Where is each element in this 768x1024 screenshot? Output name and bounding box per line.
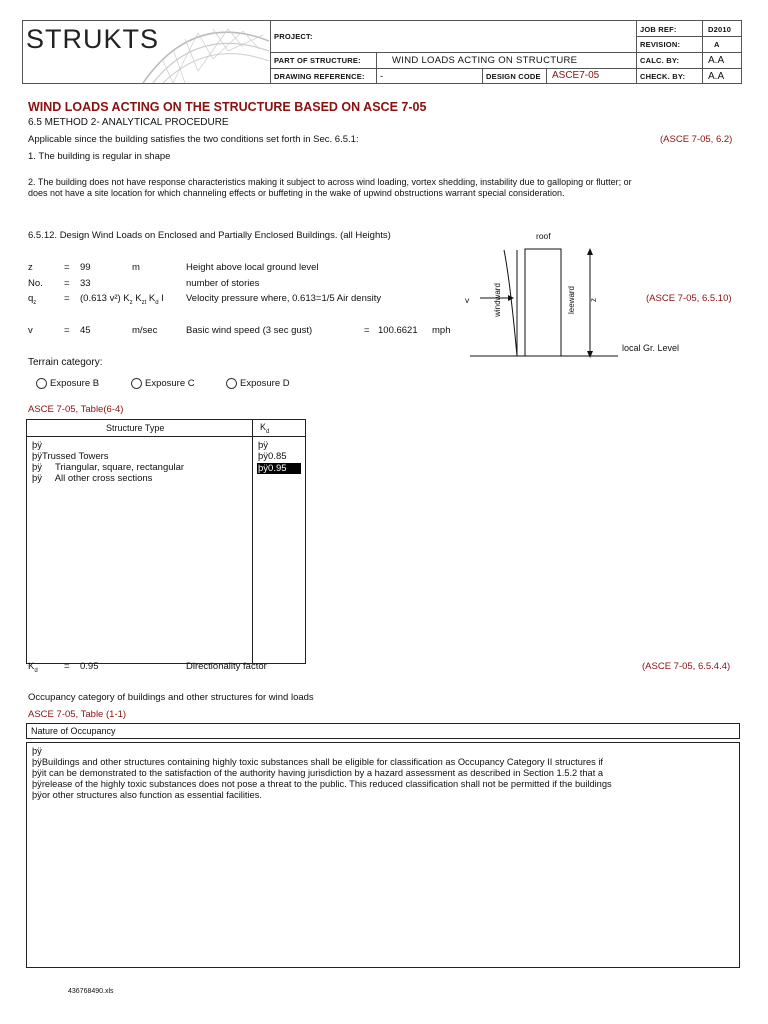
table-6-4-row-kd-selected[interactable]: þÿ0.95 — [257, 463, 301, 474]
param-qz-formula: (0.613 v²) $K_z$ $K_{zt}$ $K_d$ I — [80, 293, 164, 306]
param-qz-eq: = — [64, 293, 70, 304]
exposure-c-label[interactable]: Exposure C — [145, 378, 195, 389]
section-65-heading: 6.5 METHOD 2- ANALYTICAL PROCEDURE — [28, 117, 229, 128]
table-6-4-row-type[interactable]: þÿ Triangular, square, rectangular — [32, 462, 185, 473]
table-1-1-ref: ASCE 7-05, Table (1-1) — [28, 709, 127, 720]
occupancy-line: þÿor other structures also function as essential facilities. — [32, 790, 262, 800]
applicable-text: Applicable since the building satisfies the two conditions set forth in Sec. 6.5.1: — [28, 134, 359, 145]
exposure-c-radio[interactable] — [131, 378, 142, 389]
param-v-symbol: v — [28, 325, 33, 336]
exposure-b-radio[interactable] — [36, 378, 47, 389]
param-v-desc: Basic wind speed (3 sec gust) — [186, 325, 313, 336]
condition-2-line-1: 2. The building does not have response characteristics making it subject to across wind loading, vortex shedding, instability due to galloping or flutter; or — [28, 177, 632, 187]
kd-value: 0.95 — [80, 661, 99, 672]
job-ref-label: JOB REF: — [640, 25, 677, 34]
param-qz-symbol: $q_z$ — [28, 293, 37, 306]
occupancy-line: þÿrelease of the highly toxic substances does not pose a threat to the public. This reduced classification shall not be permitted if the buildings — [32, 779, 612, 789]
param-z-desc: Height above local ground level — [186, 262, 319, 273]
section-6512-heading: 6.5.12. Design Wind Loads on Enclosed and Partially Enclosed Buildings. (all Heights) — [28, 230, 391, 241]
v-mph-value: 100.6621 — [378, 325, 418, 336]
param-stories-value: 33 — [80, 278, 91, 289]
param-qz-desc: Velocity pressure where, 0.613=1/5 Air density — [186, 293, 382, 304]
param-z-symbol: z — [28, 262, 33, 273]
param-z-unit: m — [132, 262, 140, 273]
project-label: PROJECT: — [274, 32, 313, 41]
param-stories-symbol: No. — [28, 278, 43, 289]
diagram-roof-label: roof — [536, 231, 551, 241]
job-ref-value: D2010 — [708, 25, 732, 34]
part-of-structure-label: PART OF STRUCTURE: — [274, 56, 361, 65]
drawing-reference-value: - — [380, 71, 384, 82]
occupancy-line: þÿ — [32, 746, 42, 756]
condition-2-line-2: does not have a site location for which channeling effects or buffeting in the wake of upwind obstructions warrant special consideration. — [28, 188, 565, 198]
revision-value: A — [714, 40, 720, 49]
diagram-v-label: v — [465, 295, 470, 305]
diagram-windward-label: windward — [492, 283, 502, 317]
param-v-unit: m/sec — [132, 325, 158, 336]
table-6-4-row-type[interactable]: þÿ — [32, 440, 43, 451]
check-by-label: CHECK. BY: — [640, 72, 686, 81]
nature-header-box — [26, 723, 740, 739]
occupancy-title: Occupancy category of buildings and other structures for wind loads — [28, 692, 314, 703]
occupancy-line: þÿit can be demonstrated to the satisfaction of the authority having jurisdiction by a hazard assessment as described in Section 1.5.2 that a — [32, 768, 604, 778]
table-6-4-row-kd[interactable]: þÿ0.85 — [258, 451, 287, 462]
part-of-structure-value: WIND LOADS ACTING ON STRUCTURE — [392, 55, 578, 66]
table-6-4-header-kd: $K_d$ — [260, 422, 270, 435]
occupancy-line: þÿBuildings and other structures containing highly toxic substances shall be eligible for classification as Occupancy Category II structures if — [32, 757, 604, 767]
exposure-d-radio[interactable] — [226, 378, 237, 389]
table-6-4-row-kd[interactable]: þÿ — [258, 440, 269, 451]
kd-symbol: $K_d$ — [28, 661, 38, 674]
kd-eq: = — [64, 661, 70, 672]
kd-desc: Directionality factor — [186, 661, 267, 672]
param-v-value: 45 — [80, 325, 91, 336]
design-code-value: ASCE7-05 — [552, 70, 600, 81]
param-z-eq: = — [64, 262, 70, 273]
exposure-b-label[interactable]: Exposure B — [50, 378, 100, 389]
calc-by-label: CALC. BY: — [640, 56, 680, 65]
logo-text: STRUKTS — [26, 24, 160, 54]
table-6-4-ref: ASCE 7-05, Table(6-4) — [28, 404, 124, 415]
diagram-ground-label: local Gr. Level — [622, 343, 680, 353]
v-mph-unit: mph — [432, 325, 451, 336]
ref-asce-6544: (ASCE 7-05, 6.5.4.4) — [642, 661, 731, 672]
param-z-value: 99 — [80, 262, 91, 273]
calc-by-value: A.A — [708, 55, 725, 66]
footer-filename: 436768490.xls — [68, 988, 114, 995]
drawing-reference-label: DRAWING REFERENCE: — [274, 72, 365, 81]
check-by-value: A.A — [708, 71, 725, 82]
param-stories-desc: number of stories — [186, 278, 260, 289]
param-v-eq: = — [64, 325, 70, 336]
terrain-category-label: Terrain category: — [28, 357, 103, 368]
table-6-4-header-type: Structure Type — [106, 423, 165, 433]
revision-label: REVISION: — [640, 40, 681, 49]
table-6-4-row-type[interactable]: þÿTrussed Towers — [32, 451, 109, 462]
page-title: WIND LOADS ACTING ON THE STRUCTURE BASED ON ASCE 7-05 — [28, 100, 427, 114]
ref-asce-62: (ASCE 7-05, 6.2) — [660, 134, 733, 145]
table-6-4-row-type[interactable]: þÿ All other cross sections — [32, 473, 153, 484]
diagram-leeward-label: leeward — [567, 285, 577, 315]
design-code-label: DESIGN CODE — [486, 72, 541, 81]
nature-of-occupancy-header: Nature of Occupancy — [31, 726, 116, 736]
ref-asce-6510: (ASCE 7-05, 6.5.10) — [646, 293, 732, 304]
exposure-d-label[interactable]: Exposure D — [240, 378, 290, 389]
diagram-z-label: z — [589, 298, 598, 302]
param-stories-eq: = — [64, 278, 70, 289]
v-mph-eq: = — [364, 325, 370, 336]
condition-1: 1. The building is regular in shape — [28, 151, 171, 162]
